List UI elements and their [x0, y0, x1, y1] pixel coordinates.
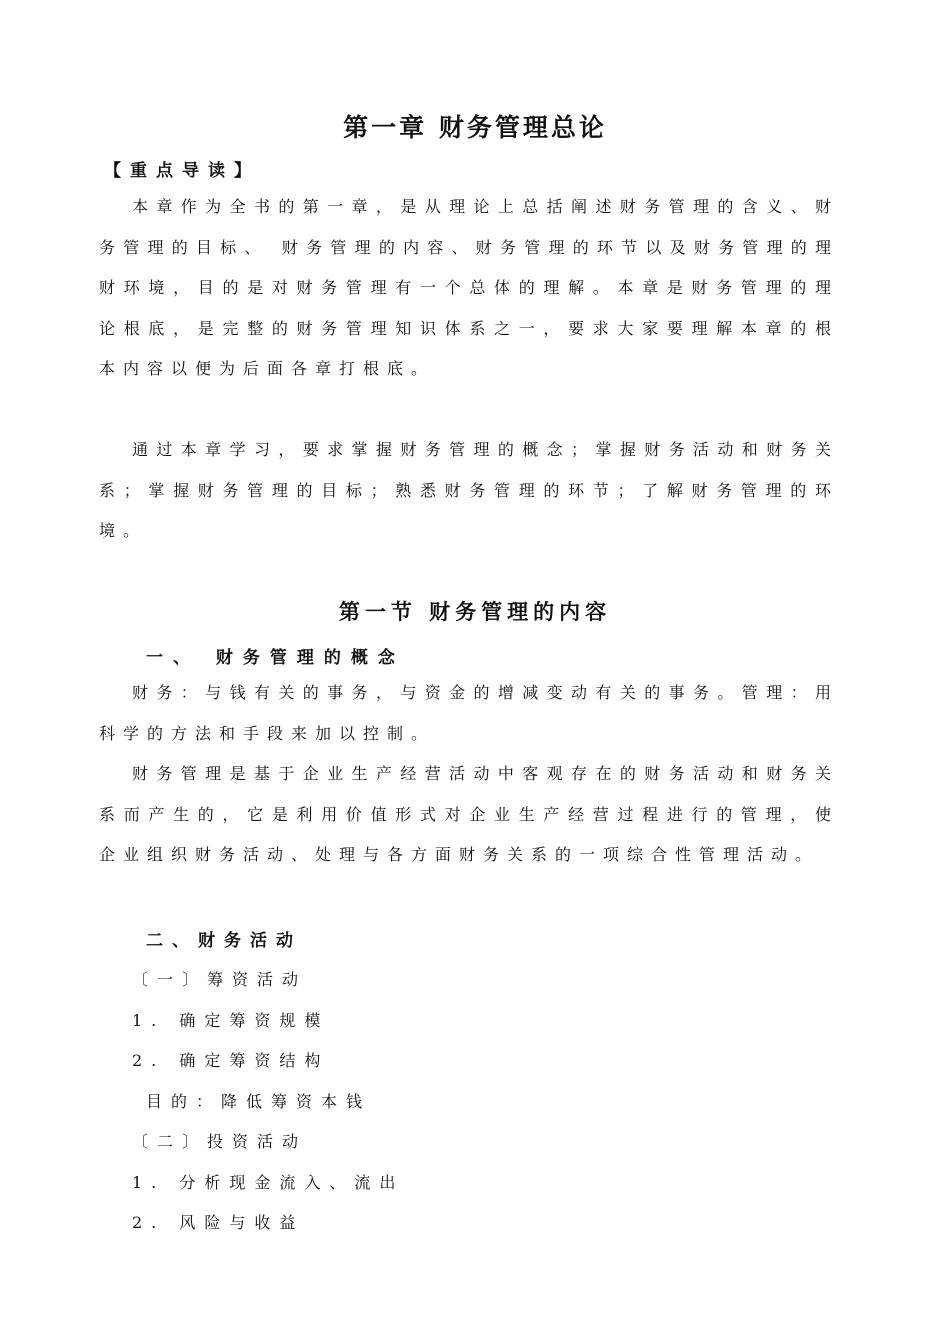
activities-heading: 二、财务活动 — [146, 931, 302, 951]
list-item: 目的：降低筹资本钱 — [146, 1092, 372, 1111]
list-item: 2. 确定筹资结构 — [132, 1051, 330, 1070]
list-item: 〔二〕投资活动 — [132, 1132, 308, 1151]
list-item: 1. 确定筹资规模 — [132, 1011, 330, 1030]
list-item: 2. 风险与收益 — [132, 1213, 305, 1232]
section-title: 第一节 财务管理的内容 — [338, 600, 612, 624]
key-reading-paragraph-1: 本章作为全书的第一章，是从理论上总括阐述财务管理的含义、财务管理的目标、 财务管理的内容、财务管理的环节以及财务管理的理财环境，目的是对财务管理有一个总体的理解。本章是财务管理的理论根底，是完整的财务管理知识体系之一，要求大家要理解本章的根本内容以便为后面各章打根底。 — [99, 197, 839, 378]
key-reading-paragraph-2: 通过本章学习，要求掌握财务管理的概念；掌握财务活动和财务关系；掌握财务管理的目标；熟悉财务管理的环节；了解财务管理的环境。 — [99, 440, 839, 540]
chapter-title: 第一章 财务管理总论 — [343, 113, 607, 142]
concept-heading: 一、 财务管理的概念 — [146, 648, 405, 668]
list-item: 〔一〕筹资活动 — [132, 970, 308, 989]
key-reading-heading: 【重点导读】 — [104, 161, 260, 181]
concept-paragraph-1: 财务：与钱有关的事务，与资金的增减变动有关的事务。管理：用科学的方法和手段来加以控制。 — [99, 683, 839, 743]
concept-paragraph-2: 财务管理是基于企业生产经营活动中客观存在的财务活动和财务关系而产生的，它是利用价值形式对企业生产经营过程进行的管理，使企业组织财务活动、处理与各方面财务关系的一项综合性管理活动。 — [99, 764, 839, 864]
list-item: 1. 分析现金流入、流出 — [132, 1173, 405, 1192]
